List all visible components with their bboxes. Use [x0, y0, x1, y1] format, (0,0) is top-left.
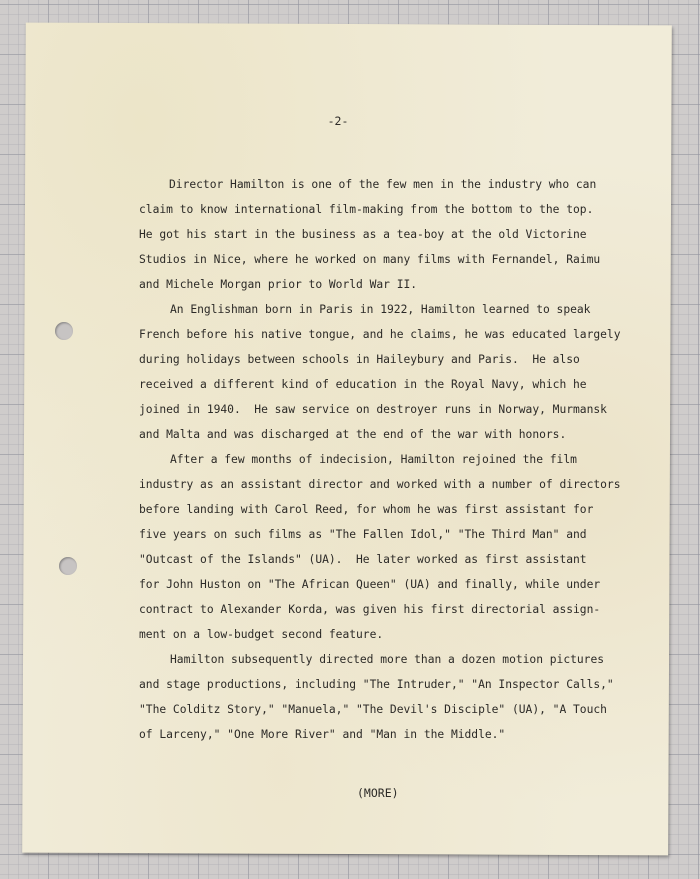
text-line: of Larceny," "One More River" and "Man in the Middle." [139, 728, 506, 741]
text-line: Director Hamilton is one of the few men in the industry who can [169, 178, 597, 191]
page-number: -2- [327, 114, 349, 128]
text-line: and Malta and was discharged at the end of the war with honors. [139, 428, 567, 441]
text-line: received a different kind of education in the Royal Navy, which he [139, 378, 587, 391]
punch-hole-top [55, 322, 73, 340]
text-line: during holidays between schools in Haileybury and Paris. He also [139, 353, 580, 366]
text-line: five years on such films as "The Fallen Idol," "The Third Man" and [139, 528, 587, 541]
text-line: claim to know international film-making from the bottom to the top. [139, 203, 594, 216]
text-line: industry as an assistant director and worked with a number of directors [139, 478, 621, 491]
text-line: contract to Alexander Korda, was given his first directorial assign- [139, 603, 601, 616]
text-line: Studios in Nice, where he worked on many films with Fernandel, Raimu [139, 253, 601, 266]
text-line: "Outcast of the Islands" (UA). He later worked as first assistant [139, 553, 587, 566]
text-line: and stage productions, including "The Intruder," "An Inspector Calls," [139, 678, 614, 691]
text-line: before landing with Carol Reed, for whom he was first assistant for [139, 503, 594, 516]
text-line: Hamilton subsequently directed more than a dozen motion pictures [170, 653, 605, 666]
text-line: joined in 1940. He saw service on destroyer runs in Norway, Murmansk [139, 403, 607, 416]
text-line: After a few months of indecision, Hamilton rejoined the film [170, 453, 577, 466]
text-line: "The Colditz Story," "Manuela," "The Devil's Disciple" (UA), "A Touch [139, 703, 607, 716]
text-line: ment on a low-budget second feature. [139, 628, 384, 641]
text-line: French before his native tongue, and he claims, he was educated largely [139, 328, 621, 341]
more-marker: (MORE) [357, 786, 399, 800]
text-line: and Michele Morgan prior to World War II. [139, 278, 418, 291]
text-line: for John Huston on "The African Queen" (UA) and finally, while under [139, 578, 601, 591]
punch-hole-bottom [59, 557, 77, 575]
text-line: He got his start in the business as a tea-boy at the old Victorine [139, 228, 587, 241]
text-line: An Englishman born in Paris in 1922, Hamilton learned to speak [170, 303, 591, 316]
